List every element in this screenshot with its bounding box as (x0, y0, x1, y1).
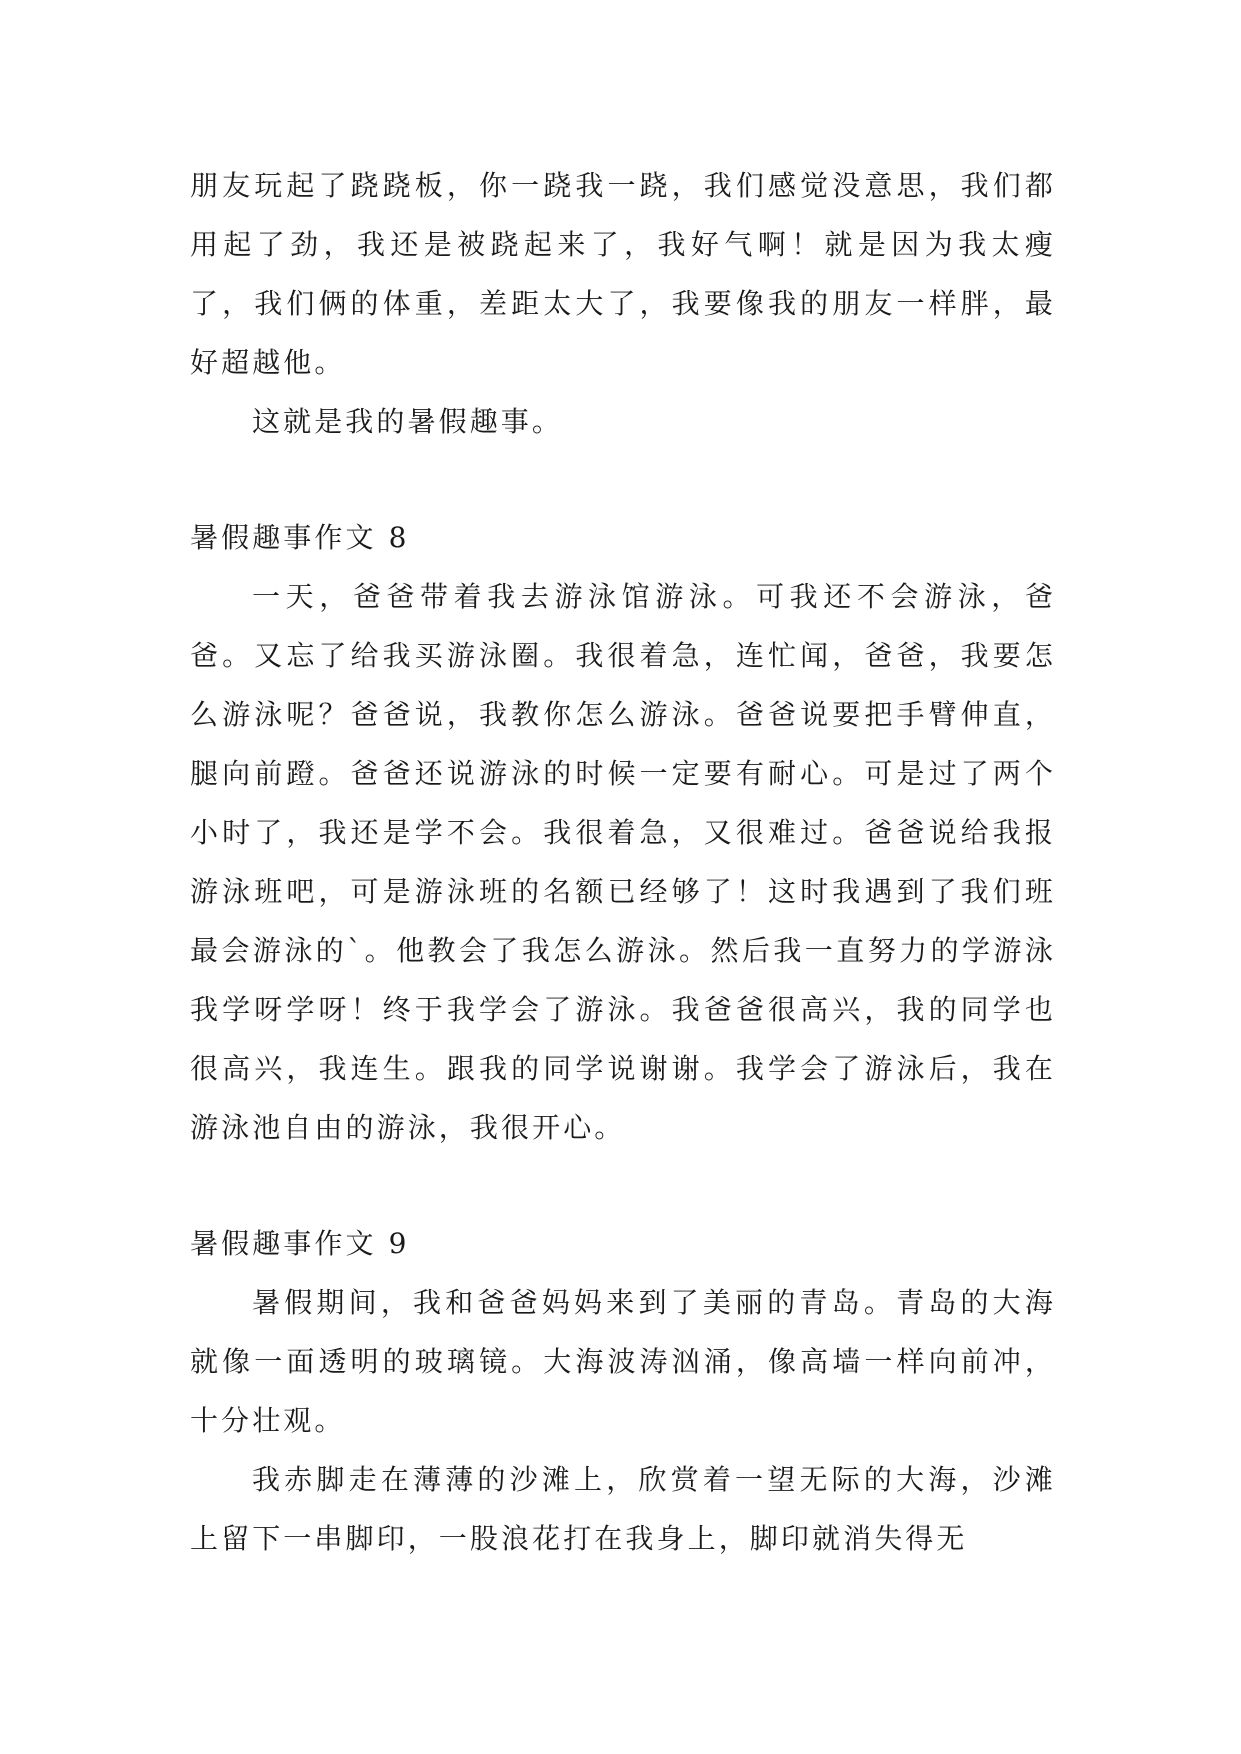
section-gap (190, 451, 1056, 508)
essay-8-paragraph-1: 一天，爸爸带着我去游泳馆游泳。可我还不会游泳，爸爸。又忘了给我买游泳圈。我很着急，连忙闻，爸爸，我要怎么游泳呢？爸爸说，我教你怎么游泳。爸爸说要把手臂伸直，腿向前蹬。爸爸还说游泳的时候一定要有耐心。可是过了两个小时了，我还是学不会。我很着急，又很难过。爸爸说给我报游泳班吧，可是游泳班的名额已经够了！这时我遇到了我们班最会游泳的`。他教会了我怎么游泳。然后我一直努力的学游泳我学呀学呀！终于我学会了游泳。我爸爸很高兴，我的同学也很高兴，我连生。跟我的同学说谢谢。我学会了游泳后，我在游泳池自由的游泳，我很开心。 (190, 580, 1056, 1144)
essay-7-paragraph-1: 朋友玩起了跷跷板，你一跷我一跷，我们感觉没意思，我们都用起了劲，我还是被跷起来了，我好气啊！就是因为我太瘦了，我们俩的体重，差距太大了，我要像我的朋友一样胖，最好超越他。 (190, 169, 1056, 379)
section-gap (190, 1157, 1056, 1214)
essay-9-title: 暑假趣事作文 9 (190, 1227, 410, 1260)
essay-9-paragraph-1: 暑假期间，我和爸爸妈妈来到了美丽的青岛。青岛的大海就像一面透明的玻璃镜。大海波涛汹涌，像高墙一样向前冲，十分壮观。 (190, 1286, 1056, 1437)
document-body (190, 156, 1056, 1568)
essay-9-paragraph-2: 我赤脚走在薄薄的沙滩上，欣赏着一望无际的大海，沙滩上留下一串脚印，一股浪花打在我身上，脚印就消失得无 (190, 1463, 1056, 1555)
essay-7-paragraph-2: 这就是我的暑假趣事。 (252, 405, 564, 438)
essay-8-title: 暑假趣事作文 8 (190, 521, 410, 554)
